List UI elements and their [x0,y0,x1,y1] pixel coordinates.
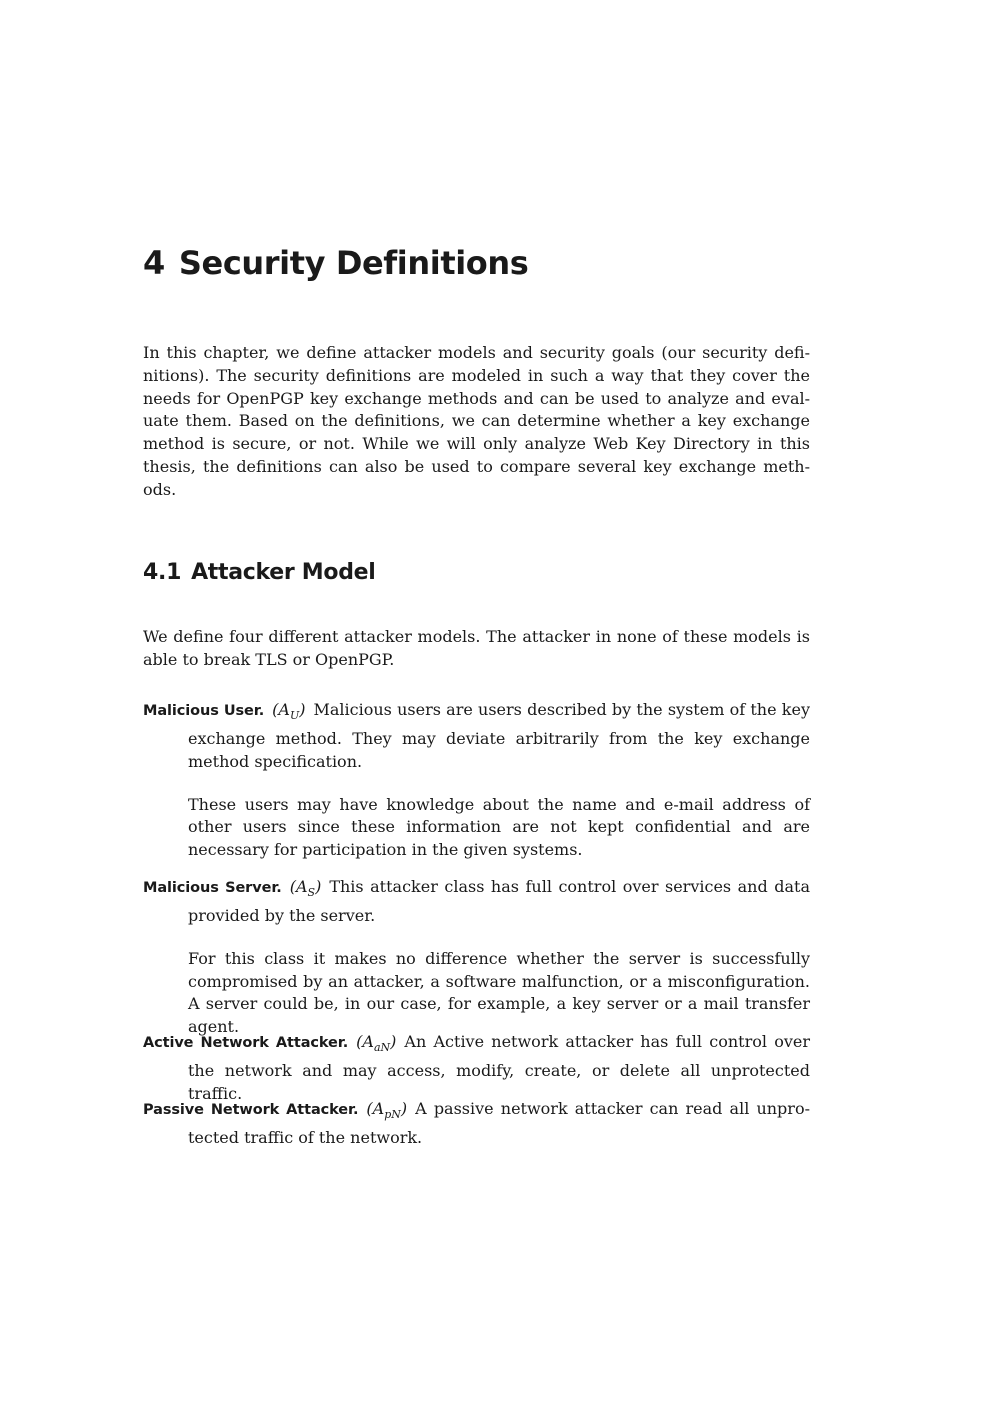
chapter-intro-paragraph: In this chapter, we define attacker models and security goals (our security definitions). The security definitions are modeled in such a way that they cover the needs for OpenPGP key exchange methods and can be used to analyze and evaluate them. Based on the definitions, we can determine whether a key exchange method is secure, or not. While we will only analyze Web Key Directory in this thesis, the definitions can also be used to compare several key exchange methods. [143,343,810,499]
chapter-number: 4 [143,244,165,282]
definition-text: A passive network attacker can read all unprotected traffic of the network. [188,1099,810,1147]
section-number: 4.1 [143,560,182,585]
definition-paragraph [143,699,810,774]
definition-malicious-user [143,699,810,862]
definition-paragraph [143,1098,810,1150]
definition-term: Active Network Attacker. [143,1035,349,1051]
symbol-subscript: aN [373,1041,391,1055]
definition-text: An Active network attacker has full control over the network and may access, modify, create, or delete all unprotected traffic. [188,1032,810,1103]
symbol-base: A [362,1032,374,1051]
definition-passive-network-attacker [143,1098,810,1150]
section-title: Attacker Model [191,560,376,585]
definition-symbol: $(A_U)$ [272,700,306,723]
symbol-subscript: U [289,709,300,723]
chapter-title: Security Definitions [178,244,529,282]
symbol-base: A [295,877,308,896]
chapter-heading [143,238,528,288]
definition-paragraph [143,876,810,928]
definition-active-network-attacker [143,1031,810,1106]
definition-continuation: For this class it makes no difference whether the server is successfully compromised by an attacker, a software malfunction, or a misconfiguration. A server could be, in our case, for example, a key server or a mail transfer agent. [188,948,810,1037]
definition-symbol: $(A_S)$ [289,877,322,900]
symbol-subscript: S [307,886,316,900]
definition-symbol: $(A_{aN})$ [356,1032,397,1055]
definition-term: Passive Network Attacker. [143,1102,359,1118]
section-heading [143,557,376,589]
definition-term: Malicious Server. [143,880,282,896]
definition-term: Malicious User. [143,703,265,719]
definition-text: Malicious users are users described by the system of the key exchange method. They may deviate arbitrarily from the key exchange method specification. [188,700,810,771]
symbol-base: A [278,700,290,719]
definition-symbol: $(A_{pN})$ [366,1099,408,1122]
symbol-subscript: pN [384,1108,401,1122]
section-lead-paragraph: We define four different attacker models. The attacker in none of these models is able to break TLS or OpenPGP. [143,627,810,669]
definition-continuation: These users may have knowledge about the name and e-mail address of other users since these information are not kept confidential and are necessary for participation in the given systems. [188,794,810,860]
definition-paragraph [143,1031,810,1106]
symbol-base: A [372,1099,385,1118]
definition-malicious-server [143,876,810,1039]
definition-text: This attacker class has full control over services and data provided by the server. [188,877,810,925]
